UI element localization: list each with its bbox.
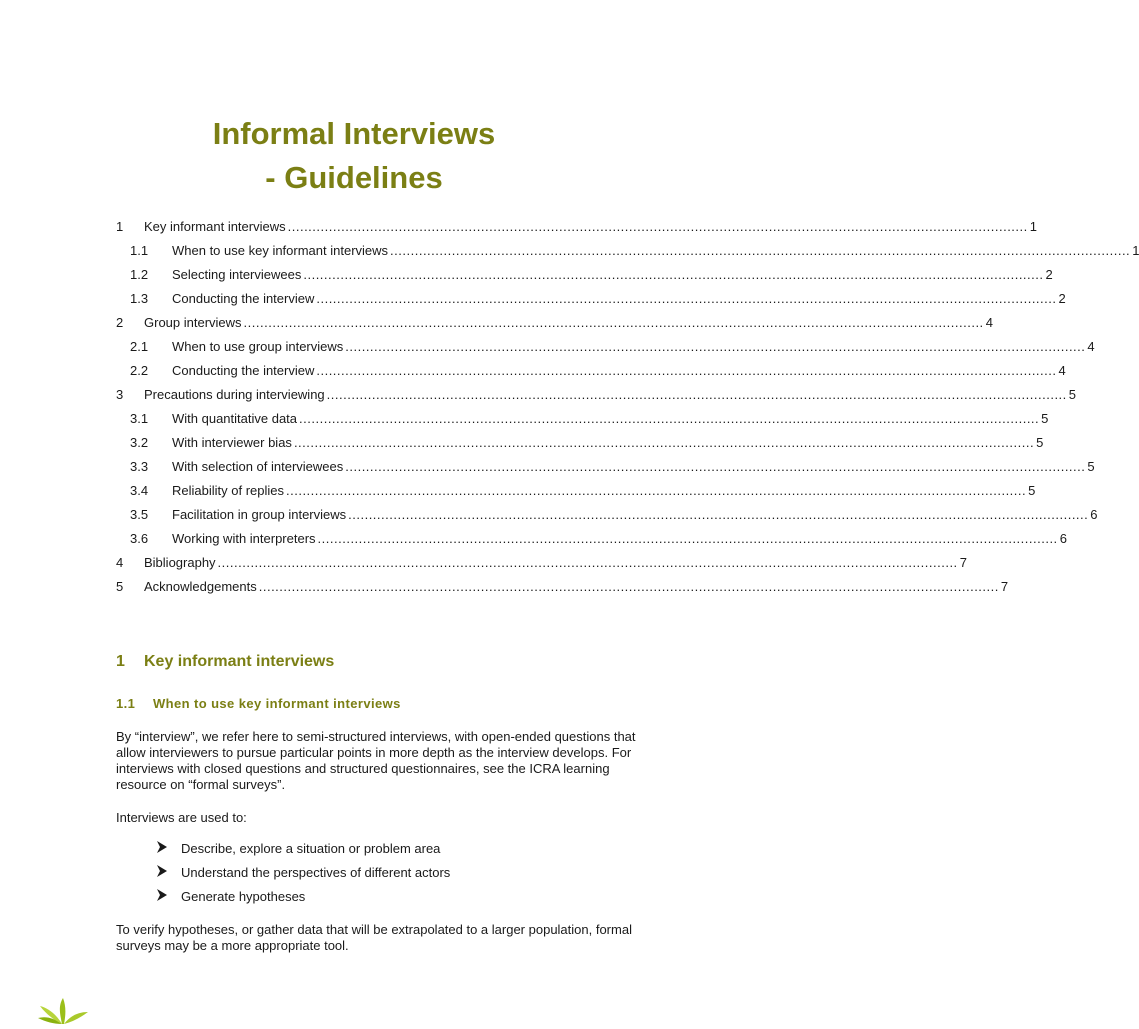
body-paragraph: Interviews are used to: (116, 810, 247, 825)
bullet-list (157, 840, 450, 912)
toc-leader: .................................................................................................................................................................................... (316, 291, 1057, 306)
arrowhead-bullet-icon (157, 864, 181, 882)
toc-number: 2 (116, 315, 124, 330)
toc-number: 3.1 (130, 411, 149, 426)
list-item (157, 864, 450, 888)
section-number: 1 (116, 653, 125, 670)
toc-entry[interactable] (116, 407, 1049, 431)
section-title: Key informant interviews (144, 653, 335, 670)
toc-entry[interactable] (116, 359, 1066, 383)
toc-text: Working with interpreters (172, 531, 316, 546)
toc-page: 1 (1029, 219, 1037, 234)
toc-number: 4 (116, 555, 124, 570)
list-item-text: Describe, explore a situation or problem area (181, 841, 441, 856)
toc-page: 5 (1028, 483, 1036, 498)
arrowhead-bullet-icon (157, 840, 181, 858)
toc-text: Selecting interviewees (172, 267, 302, 282)
toc-text: Conducting the interview (172, 291, 315, 306)
toc-text: When to use key informant interviews (172, 243, 389, 258)
toc-page: 4 (1058, 363, 1066, 378)
toc-text: Bibliography (144, 555, 216, 570)
toc-leader: .................................................................................................................................................................................... (287, 219, 1028, 234)
toc-number: 2.1 (130, 339, 149, 354)
toc-entry[interactable] (116, 479, 1036, 503)
body-paragraph: To verify hypotheses, or gather data that will be extrapolated to a larger population, formal surveys may be a more appropriate tool. (116, 922, 632, 953)
toc-entry[interactable] (116, 287, 1066, 311)
toc-text: Conducting the interview (172, 363, 315, 378)
toc-page: 1 (1132, 243, 1139, 258)
toc-page: 6 (1090, 507, 1098, 522)
toc-leader: .................................................................................................................................................................................... (299, 411, 1040, 426)
toc-leader: .................................................................................................................................................................................... (317, 531, 1058, 546)
toc-page: 5 (1068, 387, 1077, 402)
section-heading (116, 650, 334, 674)
toc-number: 3.5 (130, 507, 149, 522)
toc-number: 1.1 (130, 243, 149, 258)
list-item-text: Generate hypotheses (181, 889, 306, 904)
toc-number: 3.6 (130, 531, 149, 546)
list-item-text: Understand the perspectives of different actors (181, 865, 451, 880)
leaf-logo-icon (36, 996, 92, 1029)
toc-leader: .................................................................................................................................................................................... (345, 459, 1086, 474)
toc-number: 3.4 (130, 483, 149, 498)
toc-leader: .................................................................................................................................................................................... (258, 579, 999, 594)
toc-entry[interactable] (116, 383, 1077, 407)
toc-page: 5 (1036, 435, 1044, 450)
toc-entry[interactable] (116, 239, 1139, 263)
toc-text: With selection of interviewees (172, 459, 344, 474)
toc-number: 3 (116, 387, 124, 402)
list-item (157, 888, 450, 912)
toc-entry[interactable] (116, 431, 1044, 455)
toc-leader: .................................................................................................................................................................................... (293, 435, 1035, 450)
toc-number: 3.2 (130, 435, 149, 450)
subsection-number: 1.1 (116, 696, 136, 711)
toc-text: Precautions during interviewing (144, 387, 325, 402)
subsection-title: When to use key informant interviews (153, 696, 401, 711)
toc-entry[interactable] (116, 527, 1067, 551)
arrowhead-bullet-icon (157, 888, 181, 906)
toc-text: When to use group interviews (172, 339, 344, 354)
body-paragraph: By “interview”, we refer here to semi-structured interviews, with open-ended questions that allow interviewers to pursue particular points in more depth as the interview develops. For interviews with closed questions and structured questionnaires, see the ICRA learning resource on “formal surveys”. (116, 729, 636, 792)
toc-leader: .................................................................................................................................................................................... (390, 243, 1131, 258)
toc-text: Group interviews (144, 315, 242, 330)
toc-text: Facilitation in group interviews (172, 507, 347, 522)
list-item (157, 840, 450, 864)
subsection-heading (116, 693, 401, 715)
toc-page: 7 (959, 555, 967, 570)
toc-leader: .................................................................................................................................................................................... (286, 483, 1027, 498)
toc-entry[interactable] (116, 335, 1095, 359)
toc-entry[interactable] (116, 575, 1009, 599)
toc-leader: .................................................................................................................................................................................... (217, 555, 958, 570)
toc-number: 1 (116, 219, 124, 234)
toc-leader: .................................................................................................................................................................................... (316, 363, 1057, 378)
toc-page: 5 (1087, 459, 1095, 474)
toc-text: With interviewer bias (172, 435, 292, 450)
toc-leader: .................................................................................................................................................................................... (243, 315, 984, 330)
toc-leader: .................................................................................................................................................................................... (345, 339, 1086, 354)
toc-number: 3.3 (130, 459, 149, 474)
toc-entry[interactable] (116, 215, 1037, 239)
toc-entry[interactable] (116, 503, 1098, 527)
title-line-2: - Guidelines (265, 160, 443, 195)
table-of-contents (116, 215, 1139, 599)
toc-entry[interactable] (116, 311, 993, 335)
toc-entry[interactable] (116, 551, 967, 575)
document-title (0, 112, 708, 200)
toc-text: Acknowledgements (144, 579, 257, 594)
toc-text: With quantitative data (172, 411, 298, 426)
toc-page: 2 (1058, 291, 1066, 306)
toc-number: 2.2 (130, 363, 149, 378)
toc-leader: .................................................................................................................................................................................... (348, 507, 1089, 522)
title-line-1: Informal Interviews (212, 116, 496, 151)
toc-page: 2 (1045, 267, 1053, 282)
toc-text: Key informant interviews (144, 219, 286, 234)
toc-number: 1.3 (130, 291, 149, 306)
toc-leader: .................................................................................................................................................................................... (303, 267, 1044, 282)
toc-page: 6 (1059, 531, 1067, 546)
toc-entry[interactable] (116, 263, 1053, 287)
toc-entry[interactable] (116, 455, 1095, 479)
toc-page: 4 (985, 315, 993, 330)
toc-number: 1.2 (130, 267, 149, 282)
toc-page: 7 (1000, 579, 1009, 594)
toc-leader: .................................................................................................................................................................................... (326, 387, 1067, 402)
toc-text: Reliability of replies (172, 483, 284, 498)
toc-number: 5 (116, 579, 124, 594)
toc-page: 5 (1041, 411, 1049, 426)
toc-page: 4 (1087, 339, 1095, 354)
